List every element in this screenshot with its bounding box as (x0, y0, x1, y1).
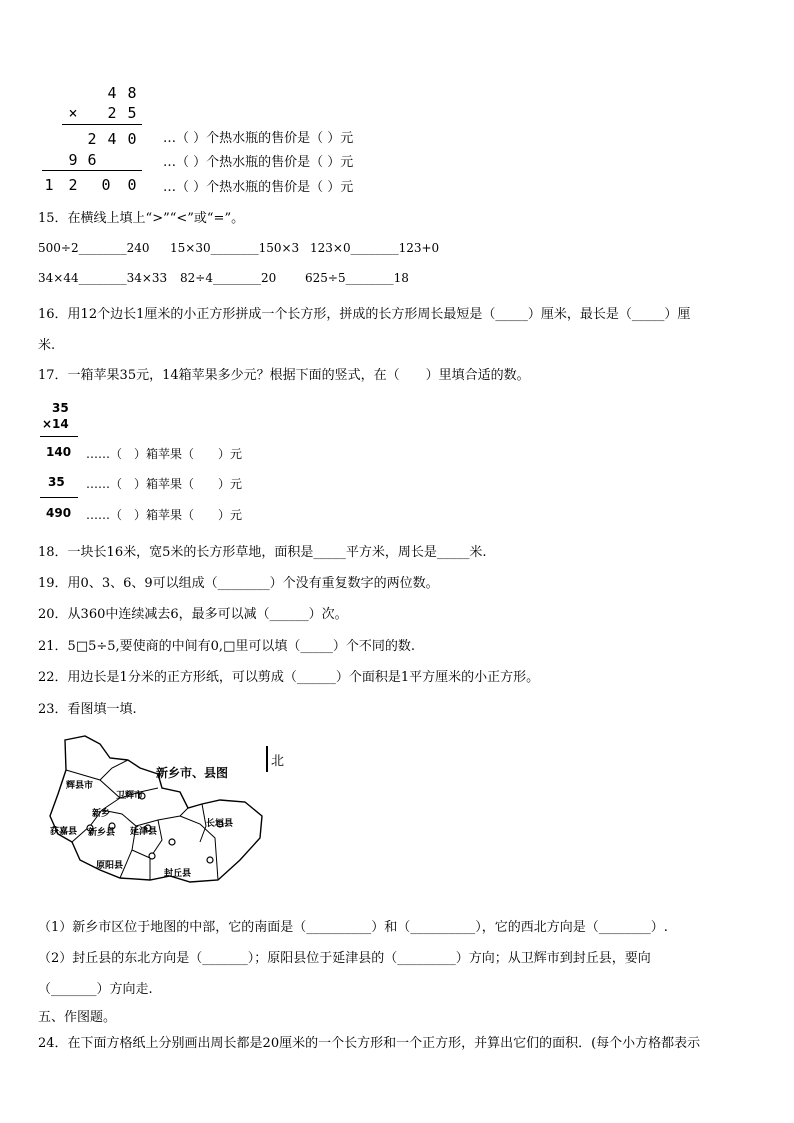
q17-title: 17．一箱苹果35元，14箱苹果多少元？根据下面的竖式，在（ ）里填合适的数。 (38, 368, 530, 383)
map-label: 延津县 (130, 827, 158, 837)
q21: 21．5□5÷5,要使商的中间有0,□里可以填（_____）个不同的数. (38, 639, 415, 654)
calc1-digit: 9 (68, 151, 78, 169)
map-label: 新乡县 (88, 828, 116, 838)
xinxiang-map (40, 730, 300, 890)
q17-row-text: ……（ ）箱苹果（ ）元 (86, 477, 243, 491)
q22: 22．用边长是1分米的正方形纸，可以剪成（______）个面积是1平方厘米的小正方形。 (38, 670, 540, 685)
q17-calc-mult: ×14 (42, 417, 69, 431)
q20: 20．从360中连续减去6，最多可以减（______）次。 (38, 607, 348, 622)
q17-num: 35 (48, 475, 65, 489)
map-label: 辉县市 (66, 781, 94, 791)
north-arrow-icon (266, 746, 268, 772)
q23-sub1: （1）新乡市区位于地图的中部，它的南面是（__________）和（__________），它的西北方向是（________）. (38, 920, 668, 935)
calc1-digit: 5 (127, 104, 137, 122)
calc1-annotation: …（ ）个热水瓶的售价是（ ）元 (163, 155, 354, 170)
q17-row-text: ……（ ）箱苹果（ ）元 (86, 447, 243, 461)
q23-sub2-line1: （2）封丘县的东北方向是（_______）；原阳县位于延津县的（_________）方向；从卫辉市到封丘县，要向 (38, 951, 651, 966)
calc1-digit: 0 (127, 176, 137, 194)
map-label: 封丘县 (164, 869, 192, 879)
q18: 18．一块长16米，宽5米的长方形草地，面积是_____平方米，周长是_____米. (38, 545, 487, 560)
q19: 19．用0、3、6、9可以组成（________）个没有重复数字的两位数。 (38, 576, 439, 591)
q16-line1: 16．用12个边长1厘米的小正方形拼成一个长方形，拼成的长方形周长最短是（_____）厘米，最长是（_____）厘 (38, 307, 691, 322)
map-label: 长垣县 (206, 819, 234, 829)
q16-line2: 米. (38, 338, 56, 353)
map-label: 原阳县 (96, 861, 124, 871)
q15-item: 82÷4________20 (180, 271, 277, 285)
q24: 24．在下面方格纸上分别画出周长都是20厘米的一个长方形和一个正方形，并算出它们的面积．(每个小方格都表示 (38, 1036, 701, 1051)
calc1-digit: 2 (87, 130, 97, 148)
q23-title: 23．看图填一填. (38, 702, 137, 717)
q17-num: 140 (46, 445, 72, 459)
map-label: 获嘉县 (50, 827, 78, 837)
calc1-digit: 1 (44, 176, 54, 194)
q17-calc-top: 35 (52, 401, 69, 415)
calc1-digit: 8 (127, 84, 137, 102)
q15-item: 15×30________150×3 (170, 241, 300, 255)
q17-line (40, 497, 78, 498)
calc1-line (62, 124, 142, 125)
calc1-digit: 6 (87, 151, 97, 169)
calc1-digit: 2 (107, 104, 117, 122)
calc1-annotation: …（ ）个热水瓶的售价是（ ）元 (163, 180, 354, 195)
q15-item: 34×44________34×33 (38, 271, 168, 285)
q15-item: 500÷2________240 (38, 241, 150, 255)
calc1-annotation: …（ ）个热水瓶的售价是（ ）元 (163, 131, 354, 146)
q17-row-text: ……（ ）箱苹果（ ）元 (86, 508, 243, 522)
q23-sub2-line2: （_______）方向走. (38, 982, 153, 997)
section-5-heading: 五、作图题。 (38, 1010, 117, 1025)
calc1-digit: 2 (68, 176, 78, 194)
map-label: 卫辉市 (116, 791, 144, 801)
calc1-line (42, 170, 142, 171)
q17-num: 490 (46, 506, 72, 520)
q15-title: 15．在横线上填上“>”“<”或“=”。 (38, 211, 245, 226)
map-label: 新乡 (92, 809, 111, 819)
calc1-digit: 0 (101, 176, 111, 194)
q17-line (40, 436, 78, 437)
north-label: 北 (271, 754, 285, 769)
calc1-digit: 0 (127, 130, 137, 148)
q15-item: 123×0________123+0 (310, 241, 440, 255)
calc1-digit: 4 (107, 130, 117, 148)
calc1-digit: 4 (107, 84, 117, 102)
map-title: 新乡市、县图 (156, 766, 229, 780)
calc1-operator: × (68, 104, 78, 122)
q15-item: 625÷5________18 (305, 271, 409, 285)
